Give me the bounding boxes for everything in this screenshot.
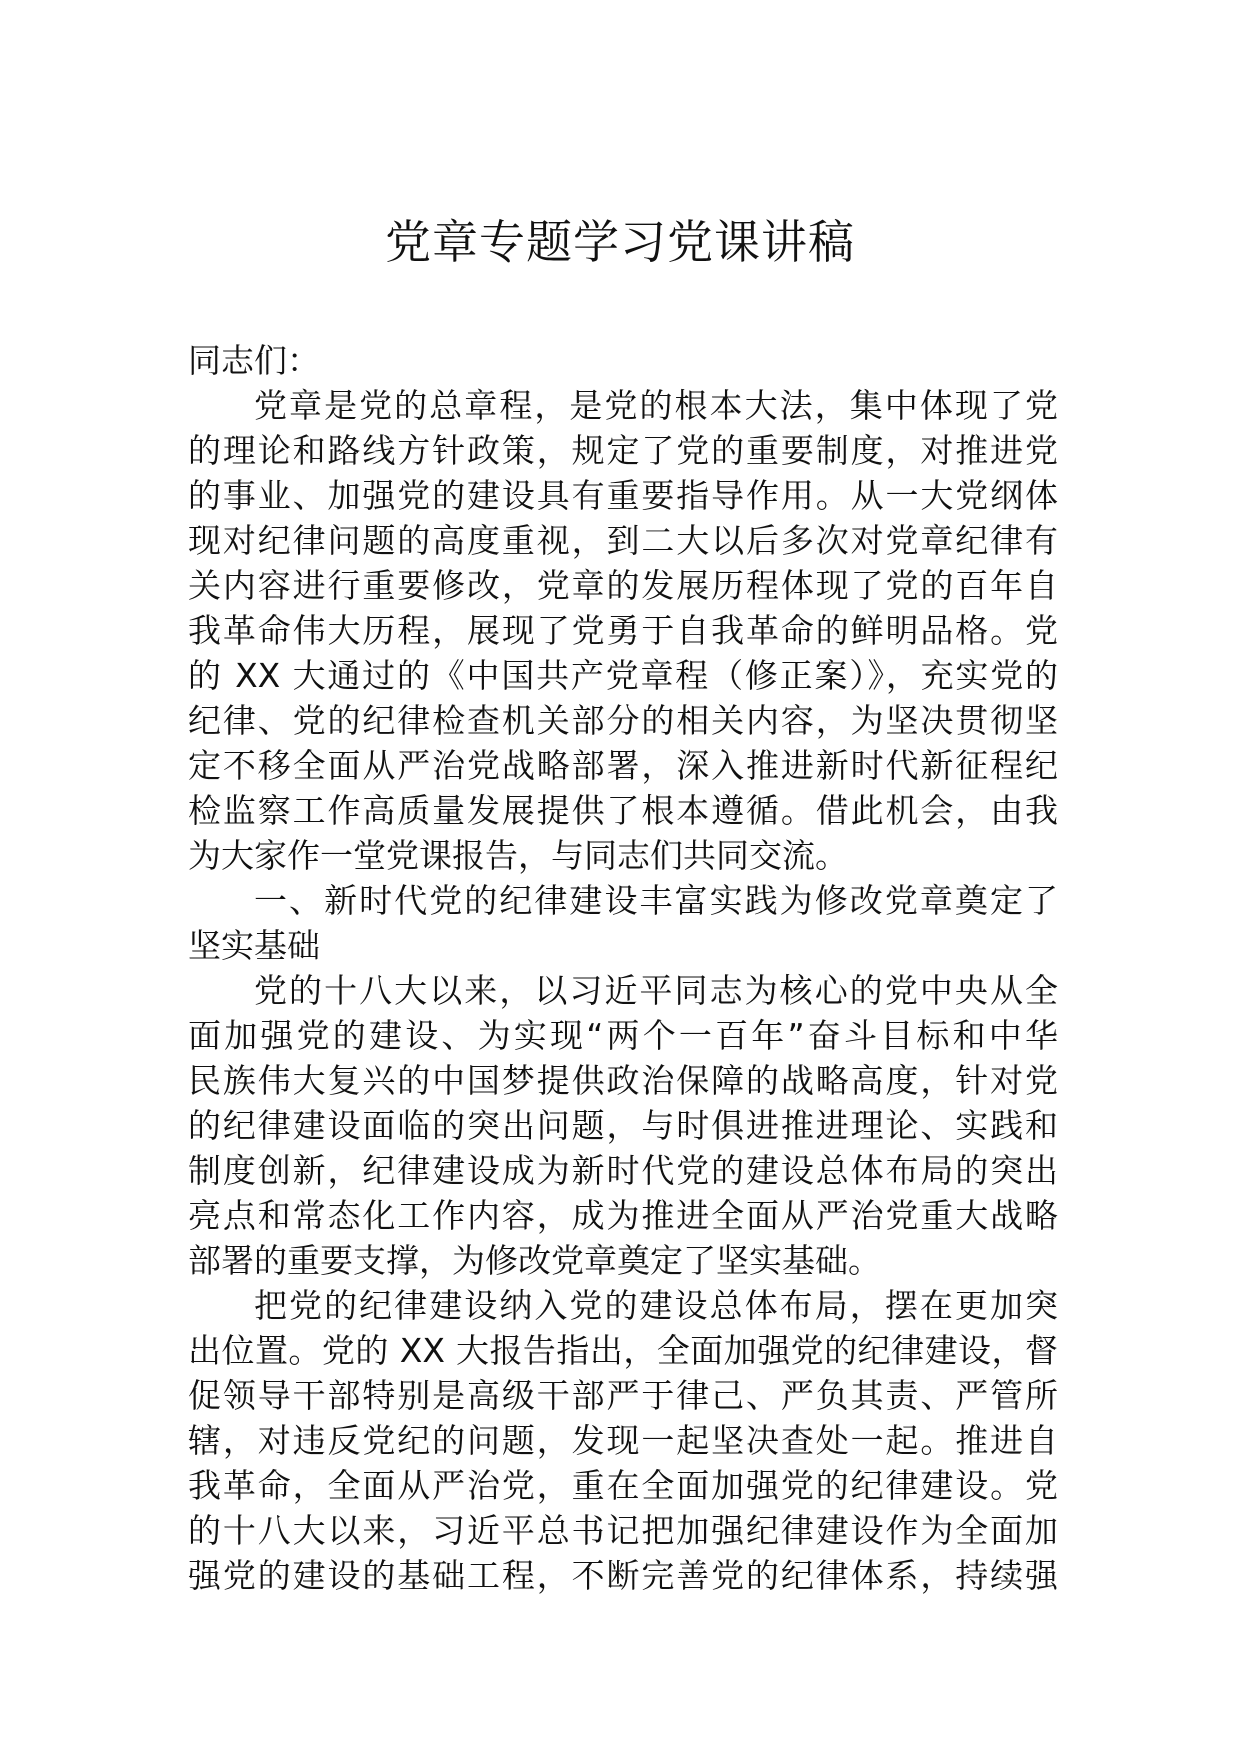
- paragraph-line: 关内容进行重要修改，党章的发展历程体现了党的百年自: [188, 566, 1058, 605]
- paragraph-line: 纪律、党的纪律检查机关部分的相关内容，为坚决贯彻坚: [188, 701, 1058, 740]
- document-body: [188, 338, 1058, 1598]
- paragraph-line: 制度创新，纪律建设成为新时代党的建设总体布局的突出: [188, 1151, 1058, 1190]
- paragraph-line: 辖，对违反党纪的问题，发现一起坚决查处一起。推进自: [188, 1421, 1058, 1460]
- paragraph-line: 党的十八大以来，以习近平同志为核心的党中央从全: [254, 971, 1058, 1010]
- paragraph-line: 我革命，全面从严治党，重在全面加强党的纪律建设。党: [188, 1466, 1058, 1505]
- paragraph-line: 的纪律建设面临的突出问题，与时俱进推进理论、实践和: [188, 1106, 1058, 1145]
- paragraph-line: 现对纪律问题的高度重视，到二大以后多次对党章纪律有: [188, 521, 1058, 560]
- paragraph-line: 为大家作一堂党课报告，与同志们共同交流。: [188, 836, 848, 875]
- paragraph-line: 我革命伟大历程，展现了党勇于自我革命的鲜明品格。党: [188, 611, 1058, 650]
- paragraph-line: 亮点和常态化工作内容，成为推进全面从严治党重大战略: [188, 1196, 1058, 1235]
- paragraph-line: 的十八大以来，习近平总书记把加强纪律建设作为全面加: [188, 1511, 1058, 1550]
- paragraph-line: 面加强党的建设、为实现“两个一百年”奋斗目标和中华: [188, 1016, 1058, 1055]
- paragraph-line: 的理论和路线方针政策，规定了党的重要制度，对推进党: [188, 431, 1058, 470]
- paragraph-line: 把党的纪律建设纳入党的建设总体布局，摆在更加突: [254, 1286, 1058, 1325]
- paragraph-line: 的事业、加强党的建设具有重要指导作用。从一大党纲体: [188, 476, 1058, 515]
- paragraph-line: 促领导干部特别是高级干部严于律己、严负其责、严管所: [188, 1376, 1058, 1415]
- paragraph-line: 定不移全面从严治党战略部署，深入推进新时代新征程纪: [188, 746, 1058, 785]
- paragraph-line: 同志们：: [188, 341, 320, 380]
- paragraph-line: 民族伟大复兴的中国梦提供政治保障的战略高度，针对党: [188, 1061, 1058, 1100]
- paragraph-line: 强党的建设的基础工程，不断完善党的纪律体系，持续强: [188, 1556, 1058, 1595]
- document-title: 党章专题学习党课讲稿: [385, 215, 855, 269]
- paragraph-line: 一、新时代党的纪律建设丰富实践为修改党章奠定了: [254, 881, 1058, 920]
- paragraph-line: 党章是党的总章程，是党的根本大法，集中体现了党: [254, 386, 1058, 425]
- paragraph-line: 的 XX 大通过的《中国共产党章程（修正案）》，充实党的: [188, 656, 1058, 695]
- paragraph-line: 坚实基础: [188, 926, 320, 965]
- paragraph-line: 检监察工作高质量发展提供了根本遵循。借此机会，由我: [188, 791, 1058, 830]
- paragraph-line: 出位置。党的 XX 大报告指出，全面加强党的纪律建设，督: [188, 1331, 1058, 1370]
- paragraph-line: 部署的重要支撑，为修改党章奠定了坚实基础。: [188, 1241, 881, 1280]
